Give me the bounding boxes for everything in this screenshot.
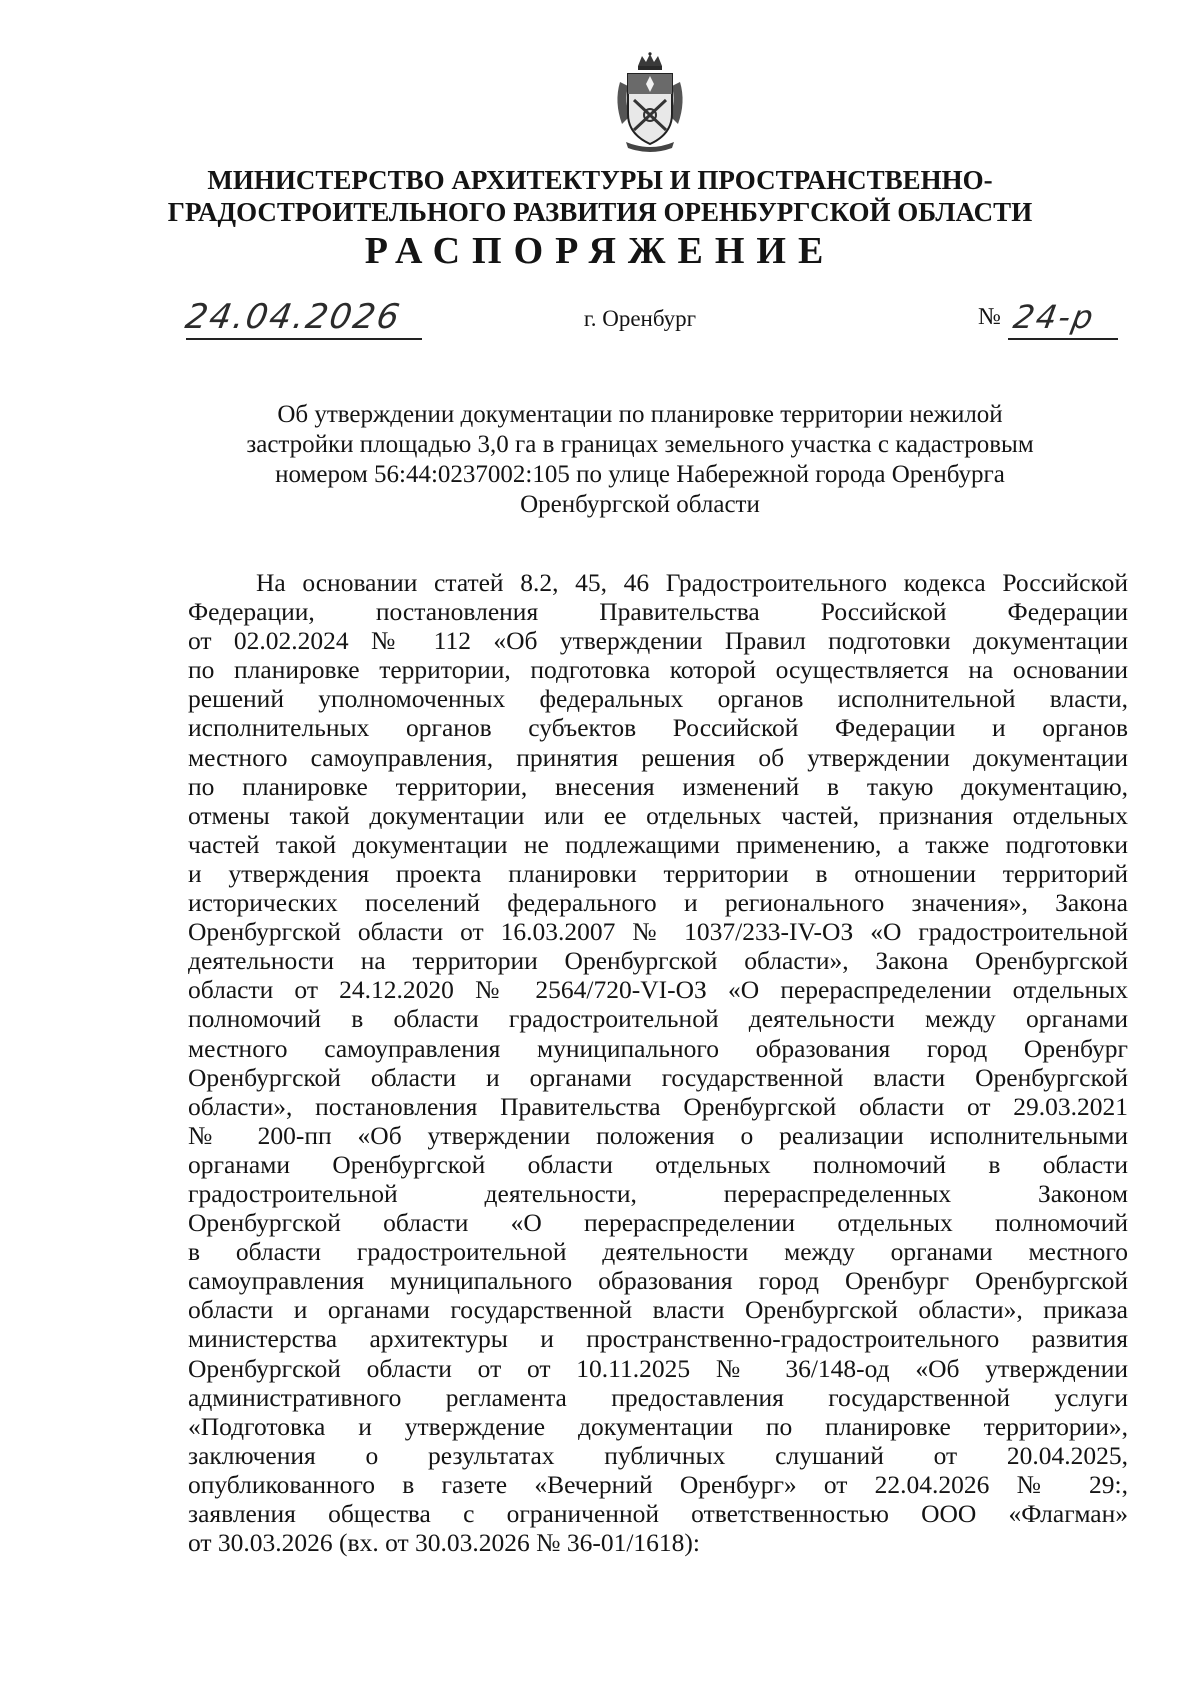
body-line: Федерации, постановления Правительства Российской Федерации bbox=[188, 597, 1128, 627]
body-line: деятельности на территории Оренбургской области», Закона Оренбургской bbox=[188, 946, 1128, 976]
handwritten-number: 24-р bbox=[1010, 298, 1098, 336]
body-line: от 02.02.2024 № 112 «Об утверждении Правил подготовки документации bbox=[188, 626, 1128, 656]
handwritten-date: 24.04.2026 bbox=[182, 297, 405, 337]
body-line: полномочий в области градостроительной деятельности между органами bbox=[188, 1004, 1128, 1034]
body-line: самоуправления муниципального образования город Оренбург Оренбургской bbox=[188, 1266, 1128, 1296]
document-meta-row bbox=[0, 298, 1200, 346]
body-line: опубликованного в газете «Вечерний Оренбург» от 22.04.2026 № 29:, bbox=[188, 1469, 1128, 1499]
body-line: по планировке территории, внесения изменений в такую документацию, bbox=[188, 771, 1128, 801]
body-line: На основании статей 8.2, 45, 46 Градостроительного кодекса Российской bbox=[256, 568, 1128, 597]
number-label: № bbox=[978, 304, 1001, 330]
body-line: министерства архитектуры и пространственно-градостроительного развития bbox=[188, 1324, 1128, 1354]
document-body bbox=[188, 568, 1128, 1557]
document-subject bbox=[200, 400, 1080, 520]
body-line: решений уполномоченных федеральных органов исполнительной власти, bbox=[188, 684, 1128, 714]
subject-line: застройки площадью 3,0 га в границах земельного участка с кадастровым bbox=[246, 431, 1034, 458]
body-line: Оренбургской области от от 10.11.2025 № 36/148-од «Об утверждении bbox=[188, 1353, 1128, 1383]
body-line: исторических поселений федерального и регионального значения», Закона bbox=[188, 888, 1128, 918]
document-type-title: РАСПОРЯЖЕНИЕ bbox=[364, 230, 836, 272]
ministry-name bbox=[150, 164, 1050, 228]
number-field bbox=[1008, 298, 1118, 340]
body-line: отмены такой документации или ее отдельных частей, признания отдельных bbox=[188, 800, 1128, 830]
date-field bbox=[182, 297, 422, 340]
body-line: от 30.03.2026 (вх. от 30.03.2026 № 36-01/1618): bbox=[188, 1528, 701, 1558]
body-line: органами Оренбургской области отдельных полномочий в области bbox=[188, 1149, 1128, 1179]
body-line: исполнительных органов субъектов Российской Федерации и органов bbox=[188, 713, 1128, 743]
body-line: административного регламента предоставления государственной услуги bbox=[188, 1382, 1128, 1412]
body-line: местного самоуправления, принятия решения об утверждении документации bbox=[188, 742, 1128, 772]
ministry-name-line-2: ГРАДОСТРОИТЕЛЬНОГО РАЗВИТИЯ ОРЕНБУРГСКОЙ ОБЛАСТИ bbox=[167, 197, 1033, 227]
body-line: в области градостроительной деятельности между органами местного bbox=[188, 1237, 1128, 1267]
body-line: заключения о результатах публичных слушаний от 20.04.2025, bbox=[188, 1440, 1128, 1470]
body-line: Оренбургской области и органами государственной власти Оренбургской bbox=[188, 1062, 1128, 1092]
subject-line: номером 56:44:0237002:105 по улице Набережной города Оренбурга bbox=[275, 461, 1005, 488]
city-label: г. Оренбург bbox=[583, 306, 697, 331]
body-line: области от 24.12.2020 № 2564/720-VI-ОЗ «О перераспределении отдельных bbox=[188, 975, 1128, 1005]
body-line: заявления общества с ограниченной ответственностью ООО «Флагман» bbox=[188, 1499, 1128, 1528]
body-line: и утверждения проекта планировки территории в отношении территорий bbox=[188, 858, 1128, 888]
body-line: Оренбургской области «О перераспределении отдельных полномочий bbox=[188, 1208, 1128, 1238]
body-line: частей такой документации не подлежащими применению, а также подготовки bbox=[188, 829, 1128, 859]
body-line: № 200-пп «Об утверждении положения о реализации исполнительными bbox=[188, 1120, 1128, 1150]
coat-of-arms-icon bbox=[612, 52, 688, 152]
body-line: градостроительной деятельности, перераспределенных Законом bbox=[188, 1178, 1128, 1208]
subject-line: Об утверждении документации по планировке территории нежилой bbox=[277, 401, 1003, 428]
body-line: местного самоуправления муниципального образования город Оренбург bbox=[188, 1033, 1128, 1063]
subject-line: Оренбургской области bbox=[520, 491, 760, 518]
body-line: «Подготовка и утверждение документации по планировке территории», bbox=[188, 1411, 1128, 1441]
body-line: по планировке территории, подготовка которой осуществляется на основании bbox=[188, 655, 1128, 685]
body-line: Оренбургской области от 16.03.2007 № 1037/233-IV-ОЗ «О градостроительной bbox=[188, 917, 1128, 947]
ministry-name-line-1: МИНИСТЕРСТВО АРХИТЕКТУРЫ И ПРОСТРАНСТВЕННО- bbox=[207, 165, 993, 195]
body-line: области и органами государственной власти Оренбургской области», приказа bbox=[188, 1295, 1128, 1325]
body-line: области», постановления Правительства Оренбургской области от 29.03.2021 bbox=[188, 1091, 1128, 1121]
